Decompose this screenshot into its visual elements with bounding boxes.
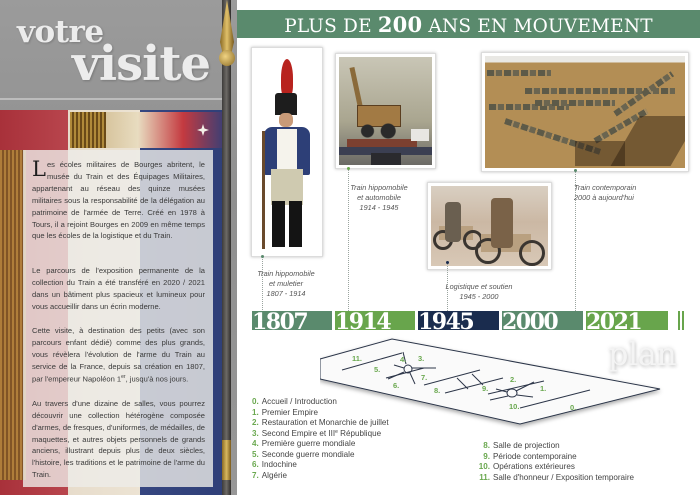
svg-text:10.: 10.	[509, 402, 520, 411]
shadow-shape	[575, 141, 625, 166]
connector-dot	[574, 169, 577, 172]
legend-item-7: 7. Algérie	[252, 470, 287, 480]
legend-item-10: 10. Opérations extérieures	[478, 462, 575, 472]
caption-period-1807: Train hippomobile et muletier 1807 - 1914	[257, 269, 315, 299]
svg-text:5.: 5.	[374, 365, 381, 374]
connector-dot	[347, 167, 350, 170]
legend-item-3: 3. Second Empire et III e République	[252, 428, 382, 438]
stand-shape	[371, 153, 401, 165]
boots-shape	[272, 201, 302, 247]
vehicle-row	[487, 70, 551, 76]
legend-item-5: 5. Seconde guerre mondiale	[252, 449, 355, 459]
svg-text:0.: 0.	[570, 403, 577, 412]
legend-item-6: 6. Indochine	[252, 460, 297, 470]
intro-paragraph-3: Cette visite, à destination des petits (avec son parcours enfant dédié) comme des plus grands, vous révèlera l'évolution de l'arme du Train au service de la France, depuis sa création en 1807, par l'empereur Napoléon 1er, jusqu'à nos jours.	[32, 325, 205, 384]
dropcap: L	[32, 157, 46, 181]
flag-pole-knob-image	[219, 50, 235, 66]
display-case-edge	[0, 98, 225, 100]
legend-item-9: 9. Période contemporaine	[483, 451, 577, 461]
caption-period-1914: Train hippomobile et automobile 1914 - 1945	[350, 183, 408, 213]
svg-text:4.: 4.	[400, 355, 407, 364]
plan-title: plan	[608, 335, 677, 373]
flag-pole-image	[222, 0, 231, 495]
soldier-shape	[445, 202, 461, 242]
timeline-segment-1945: 1945	[418, 311, 499, 330]
photo-vehicle-convoy	[481, 52, 689, 172]
svg-text:3.: 3.	[418, 354, 425, 363]
plume-shape	[281, 59, 293, 97]
title-votre: votre	[17, 14, 104, 50]
svg-text:2.: 2.	[510, 375, 517, 384]
wheels-shape	[356, 123, 402, 139]
svg-text:7.: 7.	[421, 373, 428, 382]
legend-item-1: 1. Premier Empire	[252, 407, 318, 417]
flag-fringe-image	[70, 112, 106, 148]
connector-dot	[261, 255, 264, 258]
intro-text-box	[23, 150, 213, 487]
photo-soldier-uniform	[251, 47, 323, 257]
caption-period-1945: Logistique et soutien 1945 - 2000	[445, 282, 513, 302]
intro-paragraph-2: Le parcours de l'exposition permanente de la collection du Train a été transféré en 2020 / 2021 dans un bâtiment plus spacieux et lumineux pour vous accueillir dans un écrin moderne.	[32, 266, 205, 312]
timeline-end-mark	[678, 311, 680, 330]
label-card-shape	[411, 129, 429, 141]
svg-text:11.: 11.	[352, 354, 363, 363]
timeline-segment-2000: 2000	[502, 311, 583, 330]
wheel-shape	[519, 240, 545, 266]
timeline-bar	[252, 311, 671, 330]
legend-item-11: 11. Salle d'honneur / Exposition temporaire	[479, 472, 635, 482]
musket-shape	[262, 131, 265, 249]
vehicle-row	[535, 100, 615, 106]
left-panel	[0, 0, 237, 495]
timeline-segment-1914: 1914	[335, 311, 415, 330]
base-shape	[347, 139, 417, 147]
rooms-legend-right	[477, 441, 634, 483]
face-shape	[279, 113, 293, 127]
title-visite: visite	[72, 36, 211, 92]
legend-item-2: 2. Restauration et Monarchie de juillet	[252, 418, 389, 428]
soldier-shape	[491, 198, 513, 248]
timeline-segment-2021: 2021	[586, 311, 668, 330]
intro-paragraph-4: Au travers d'une dizaine de salles, vous pourrez découvrir une collection hétérogène composée d'armes, de fresques, d'uniformes, de médailles, de maquettes, et autres objets personnels de grands anciens, illustrant depuis plus de deux siècles, l'histoire, les traditions et le patrimoine de l'arme du Train.	[32, 398, 205, 480]
legend-item-4: 4. Première guerre mondiale	[252, 439, 356, 449]
rooms-legend-left	[252, 397, 389, 481]
svg-text:1.: 1.	[540, 384, 547, 393]
timeline-end-mark	[682, 311, 684, 330]
photo-locomotive-model	[335, 53, 436, 169]
photo-motorcycle-soldiers	[427, 182, 552, 270]
legend-item-8: 8. Salle de projection	[483, 441, 560, 450]
flag-pole-foot-image	[222, 440, 231, 480]
svg-text:9.: 9.	[482, 384, 489, 393]
timeline-segment-1807: 1807	[252, 311, 332, 330]
section-banner	[237, 10, 700, 38]
connector-dot	[446, 261, 449, 264]
vest-shape	[277, 129, 297, 169]
intro-paragraph-1: Les écoles militaires de Bourges abritent, le musée du Train et des Équipages Militaires, appartenant au réseau des quinze musées militaires sous la responsabilité de la délégation au patrimoine de l'armée de Terre. Créé en 1978 à Tours, il a rejoint Bourges en 2009 en même temps que les écoles de la logistique et du Train.	[32, 157, 205, 241]
svg-text:8.: 8.	[434, 386, 441, 395]
caption-period-2000: Train contemporain 2000 à aujourd'hui	[574, 183, 637, 203]
svg-text:6.: 6.	[393, 381, 400, 390]
banner-title: PLUS DE 200 ANS EN MOUVEMENT	[284, 11, 653, 37]
pants-shape	[271, 169, 303, 205]
legend-item-0: 0. Accueil / Introduction	[252, 397, 337, 406]
shako-shape	[275, 93, 297, 115]
